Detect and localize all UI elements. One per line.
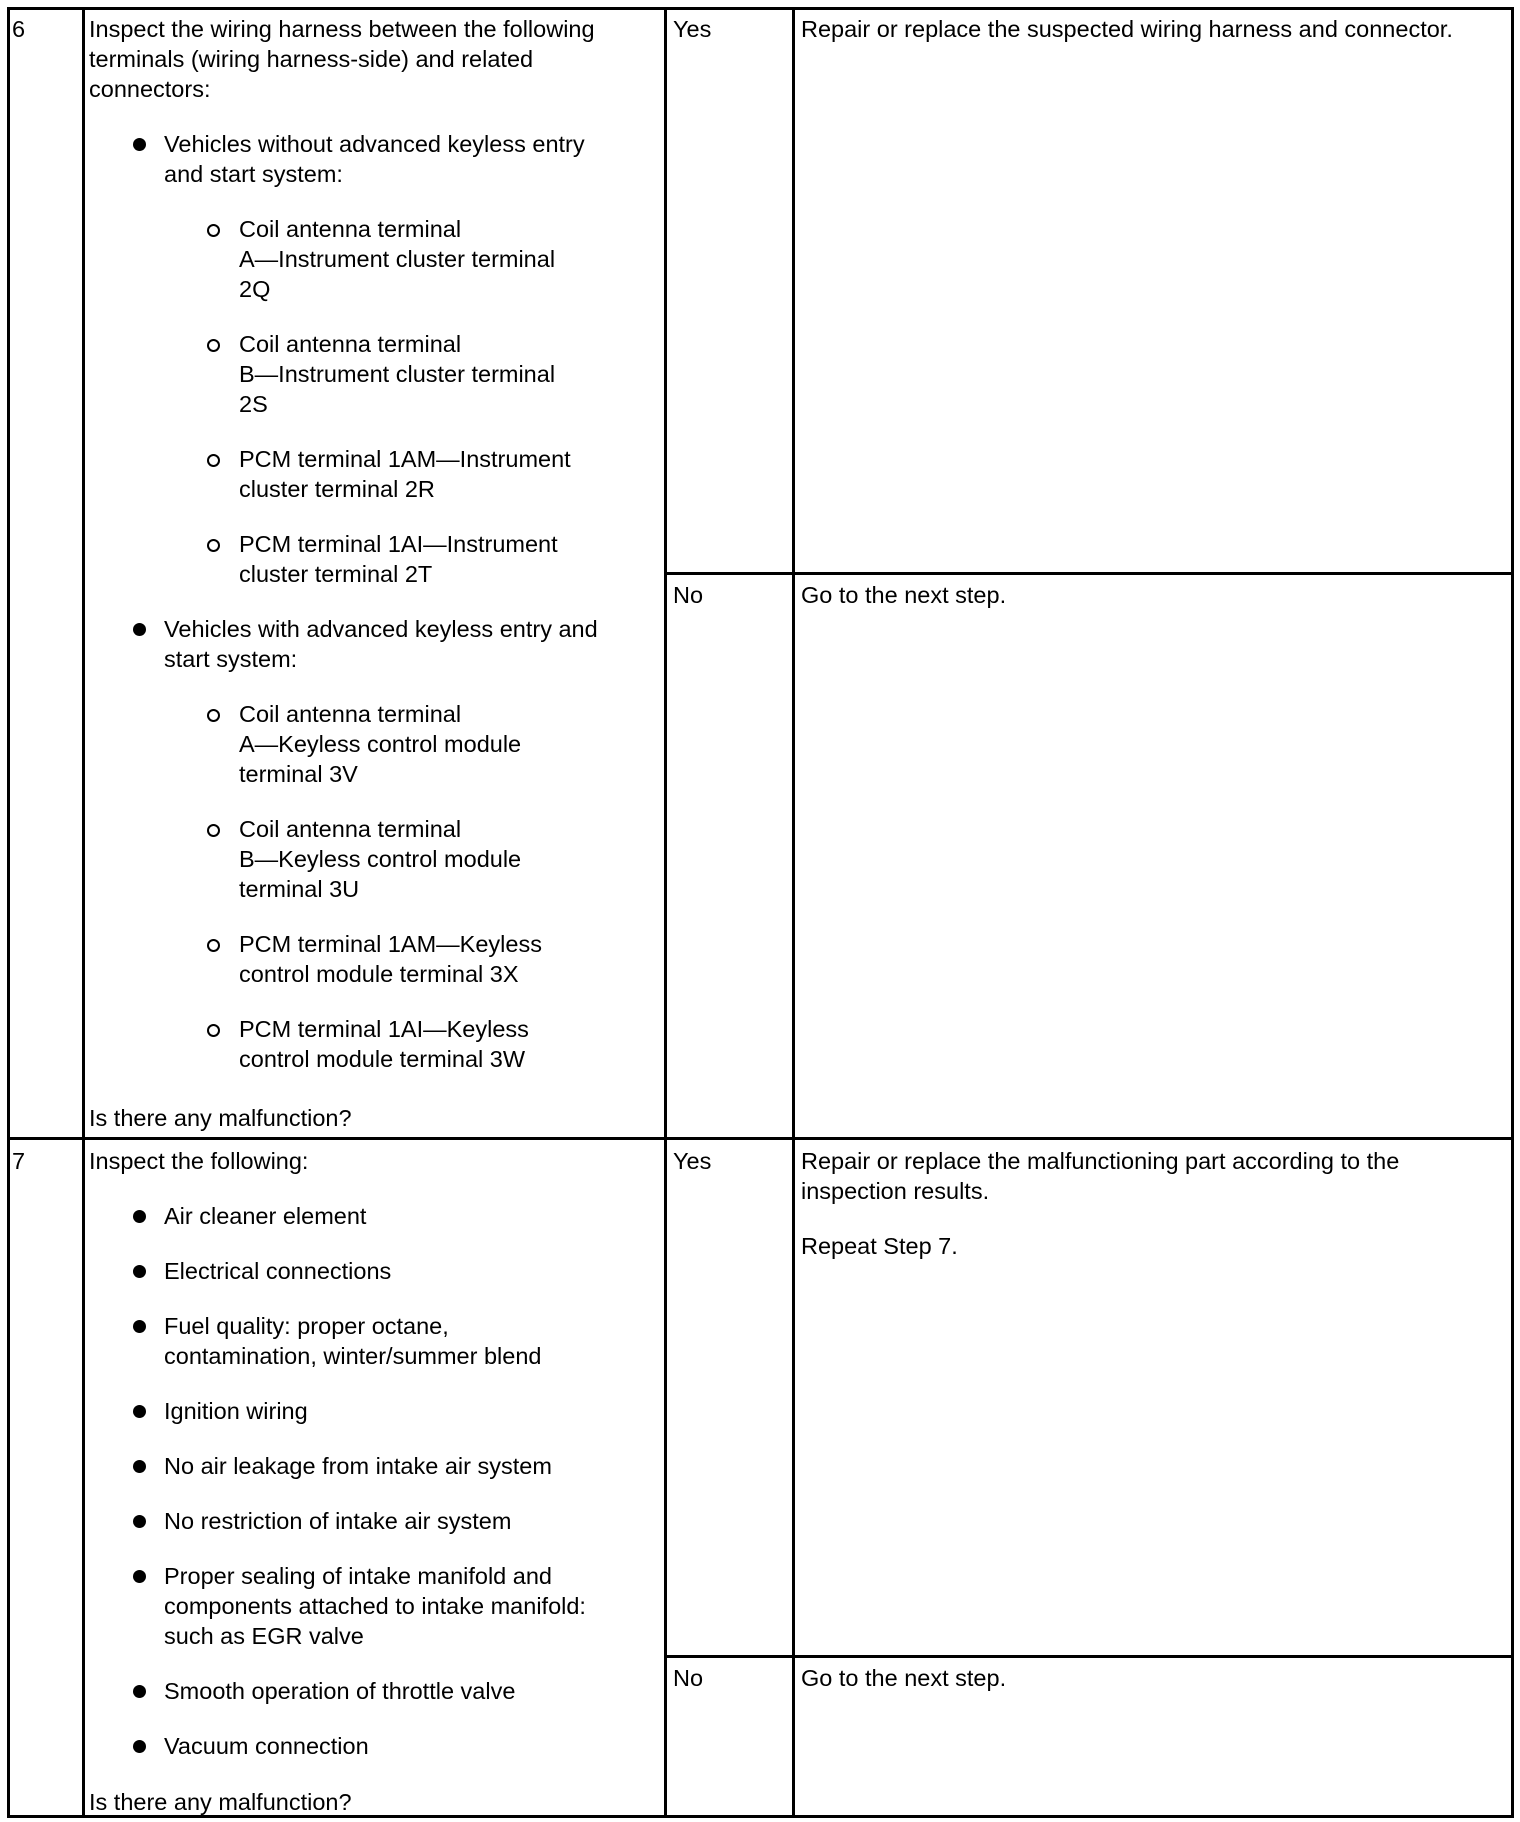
bullet-text: and start system: [164, 161, 343, 187]
bullet-text: Fuel quality: proper octane, [164, 1313, 449, 1339]
sub-bullet-text: Coil antenna terminal [239, 816, 462, 842]
bullet-text: Smooth operation of throttle valve [164, 1678, 516, 1704]
result-no-label: No [673, 1665, 704, 1691]
instruction-text: Inspect the wiring harness between the following [89, 16, 595, 42]
action-text: inspection results. [801, 1178, 990, 1204]
circle-bullet-icon [207, 454, 220, 467]
sub-bullet-text: A—Instrument cluster terminal [239, 246, 556, 272]
sub-bullet-text: PCM terminal 1AM—Instrument [239, 446, 571, 472]
sub-bullet-text: PCM terminal 1AI—Instrument [239, 531, 558, 557]
sub-bullet-text: Coil antenna terminal [239, 701, 462, 727]
bullet-icon [133, 1405, 146, 1418]
bullet-icon [133, 1460, 146, 1473]
table-right-border [1511, 7, 1514, 1818]
bullet-text: contamination, winter/summer blend [164, 1343, 542, 1369]
sub-bullet-text: terminal 3U [239, 876, 360, 902]
bullet-text: Ignition wiring [164, 1398, 308, 1424]
bullet-icon [133, 1740, 146, 1753]
sub-bullet-text: A—Keyless control module [239, 731, 522, 757]
action-text: Repair or replace the suspected wiring harness and connector. [801, 16, 1453, 42]
row-divider [7, 1137, 1514, 1140]
question-text: Is there any malfunction? [89, 1789, 352, 1815]
action-text: Go to the next step. [801, 1665, 1007, 1691]
sub-bullet-text: B—Instrument cluster terminal [239, 361, 556, 387]
bullet-text: Proper sealing of intake manifold and [164, 1563, 552, 1589]
result-no-label: No [673, 582, 704, 608]
bullet-text: Vehicles without advanced keyless entry [164, 131, 585, 157]
bullet-icon [133, 1570, 146, 1583]
instruction-text: terminals (wiring harness-side) and related [89, 46, 534, 72]
column-divider-result [664, 7, 667, 1818]
bullet-icon [133, 1210, 146, 1223]
circle-bullet-icon [207, 1024, 220, 1037]
column-divider-action [792, 7, 795, 1818]
bullet-text: components attached to intake manifold: [164, 1593, 586, 1619]
sub-bullet-text: control module terminal 3X [239, 961, 519, 987]
bullet-icon [133, 1515, 146, 1528]
step-number: 6 [12, 16, 26, 42]
circle-bullet-icon [207, 939, 220, 952]
sub-bullet-text: Coil antenna terminal [239, 216, 462, 242]
circle-bullet-icon [207, 339, 220, 352]
sub-bullet-text: Coil antenna terminal [239, 331, 462, 357]
column-divider-step [82, 7, 85, 1818]
bullet-text: Vehicles with advanced keyless entry and [164, 616, 598, 642]
bullet-text: such as EGR valve [164, 1623, 364, 1649]
table-top-border [7, 7, 1514, 10]
step-number: 7 [12, 1148, 26, 1174]
bullet-text: Air cleaner element [164, 1203, 367, 1229]
bullet-icon [133, 138, 146, 151]
action-text: Repeat Step 7. [801, 1233, 958, 1259]
result-yes-label: Yes [673, 1148, 712, 1174]
bullet-text: Vacuum connection [164, 1733, 369, 1759]
bullet-icon [133, 1685, 146, 1698]
action-text: Repair or replace the malfunctioning part according to the [801, 1148, 1400, 1174]
question-text: Is there any malfunction? [89, 1105, 352, 1131]
action-text: Go to the next step. [801, 582, 1007, 608]
sub-bullet-text: cluster terminal 2T [239, 561, 433, 587]
circle-bullet-icon [207, 824, 220, 837]
sub-bullet-text: B—Keyless control module [239, 846, 522, 872]
sub-bullet-text: control module terminal 3W [239, 1046, 526, 1072]
instruction-text: connectors: [89, 76, 211, 102]
bullet-text: No air leakage from intake air system [164, 1453, 552, 1479]
circle-bullet-icon [207, 709, 220, 722]
sub-bullet-text: cluster terminal 2R [239, 476, 435, 502]
result-yes-label: Yes [673, 16, 712, 42]
instruction-text: Inspect the following: [89, 1148, 309, 1174]
table-left-border [7, 7, 10, 1818]
circle-bullet-icon [207, 224, 220, 237]
bullet-text: start system: [164, 646, 298, 672]
sub-bullet-text: terminal 3V [239, 761, 358, 787]
sub-bullet-text: PCM terminal 1AI—Keyless [239, 1016, 529, 1042]
sub-bullet-text: PCM terminal 1AM—Keyless [239, 931, 542, 957]
bullet-icon [133, 1265, 146, 1278]
bullet-icon [133, 1320, 146, 1333]
sub-bullet-text: 2S [239, 391, 268, 417]
bullet-text: No restriction of intake air system [164, 1508, 512, 1534]
circle-bullet-icon [207, 539, 220, 552]
bullet-icon [133, 623, 146, 636]
sub-bullet-text: 2Q [239, 276, 271, 302]
bullet-text: Electrical connections [164, 1258, 392, 1284]
